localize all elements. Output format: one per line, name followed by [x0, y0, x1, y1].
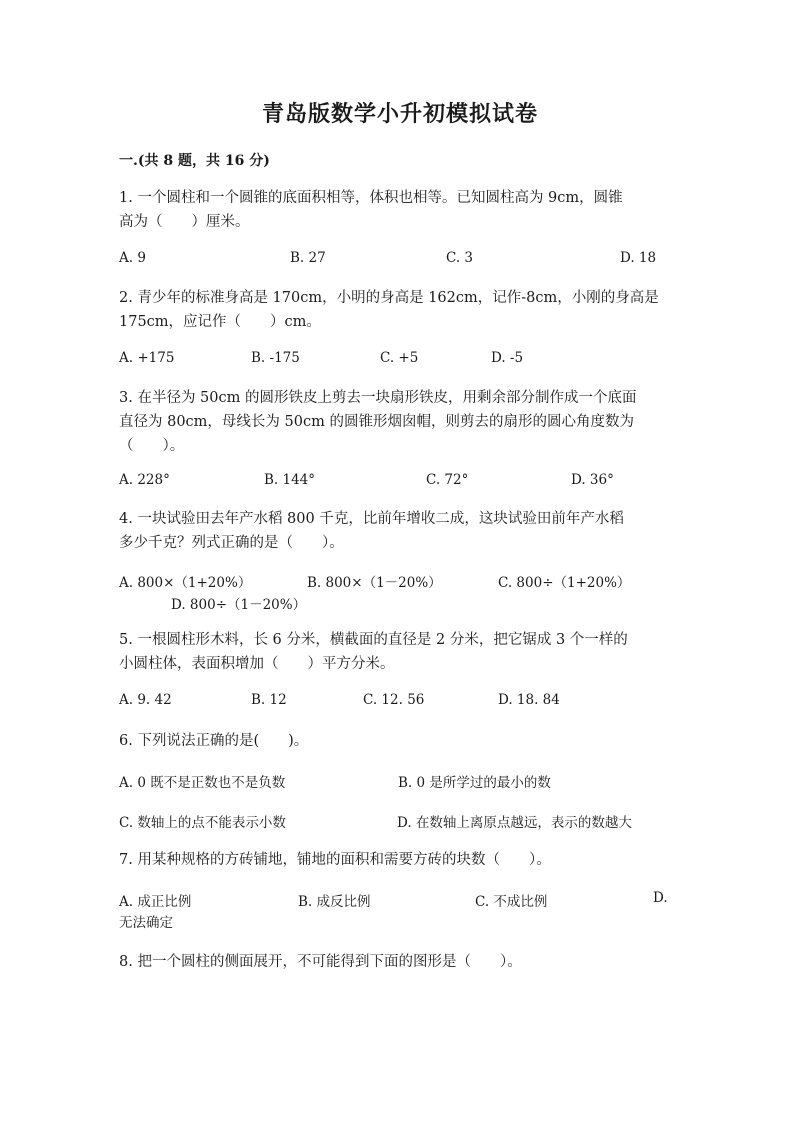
question-6	[119, 729, 308, 753]
option-c: C. +5	[380, 350, 419, 366]
question-7	[119, 848, 551, 872]
question-line: 4. 一块试验田去年产水稻 800 千克，比前年增收二成，这块试验田前年产水稻	[119, 511, 624, 527]
option-b: B. 12	[251, 692, 287, 708]
question-3	[119, 386, 636, 458]
option-a: A. +175	[119, 350, 175, 366]
option-a: A. 800×（1+20%）	[119, 575, 252, 591]
option-b: B. 800×（1－20%）	[307, 575, 442, 591]
question-line: 7. 用某种规格的方砖铺地，铺地的面积和需要方砖的块数（ ）。	[119, 852, 551, 868]
question-line: 多少千克？列式正确的是（ ）。	[119, 535, 344, 551]
question-1	[119, 186, 623, 234]
question-line: 8. 把一个圆柱的侧面展开，不可能得到下面的图形是（ ）。	[119, 954, 522, 970]
option-b: B. 27	[290, 250, 326, 266]
question-line: 5. 一根圆柱形木料，长 6 分米，横截面的直径是 2 分米，把它锯成 3 个一样的	[119, 632, 628, 648]
option-d: D. -5	[491, 350, 524, 366]
option-c: C. 3	[446, 250, 474, 266]
question-line: 6. 下列说法正确的是( )。	[119, 733, 309, 749]
question-5	[119, 628, 628, 676]
option-a: A. 成正比例	[119, 894, 192, 910]
option-b: B. 0 是所学过的最小的数	[398, 775, 551, 791]
option-c: C. 12. 56	[363, 692, 425, 708]
question-line: 高为（ ）厘米。	[119, 214, 250, 230]
question-8	[119, 950, 522, 974]
option-c: C. 不成比例	[475, 894, 548, 910]
section-heading: 一.(共 8 题，共 16 分)	[119, 153, 270, 169]
option-b: B. -175	[251, 350, 300, 366]
question-line: 2. 青少年的标准身高是 170cm，小明的身高是 162cm，记作-8cm，小刚的身高是	[119, 290, 659, 306]
question-4	[119, 507, 624, 555]
option-c: C. 数轴上的点不能表示小数	[119, 815, 286, 831]
option-b: B. 成反比例	[298, 894, 371, 910]
option-a: A. 228°	[119, 472, 170, 488]
option-c: C. 800÷（1+20%）	[498, 575, 631, 591]
option-d: D. 18. 84	[498, 692, 560, 708]
question-2	[119, 286, 659, 334]
option-d-text: 无法确定	[119, 915, 173, 931]
option-a: A. 0 既不是正数也不是负数	[119, 775, 286, 791]
option-d: D. 18	[620, 250, 657, 266]
option-b: B. 144°	[264, 472, 316, 488]
option-d: D. 在数轴上离原点越远，表示的数越大	[397, 815, 632, 831]
question-line: 小圆柱体，表面积增加（ ）平方分米。	[119, 656, 395, 672]
question-line: 直径为 80cm，母线长为 50cm 的圆锥形烟囱帽，则剪去的扇形的圆心角度数为	[119, 414, 634, 430]
question-line: 3. 在半径为 50cm 的圆形铁皮上剪去一块扇形铁皮，用剩余部分制作成一个底面	[119, 390, 637, 406]
page-title: 青岛版数学小升初模拟试卷	[261, 101, 538, 127]
option-d: D. 36°	[571, 472, 614, 488]
option-d: D.	[653, 890, 668, 906]
option-a: A. 9. 42	[119, 692, 172, 708]
question-line: （ ）。	[119, 438, 185, 454]
option-d: D. 800÷（1－20%）	[171, 597, 307, 613]
question-line: 175cm，应记作（ ）cm。	[119, 314, 321, 330]
option-a: A. 9	[119, 250, 146, 266]
option-c: C. 72°	[426, 472, 469, 488]
question-line: 1. 一个圆柱和一个圆锥的底面积相等，体积也相等。已知圆柱高为 9cm，圆锥	[119, 190, 623, 206]
